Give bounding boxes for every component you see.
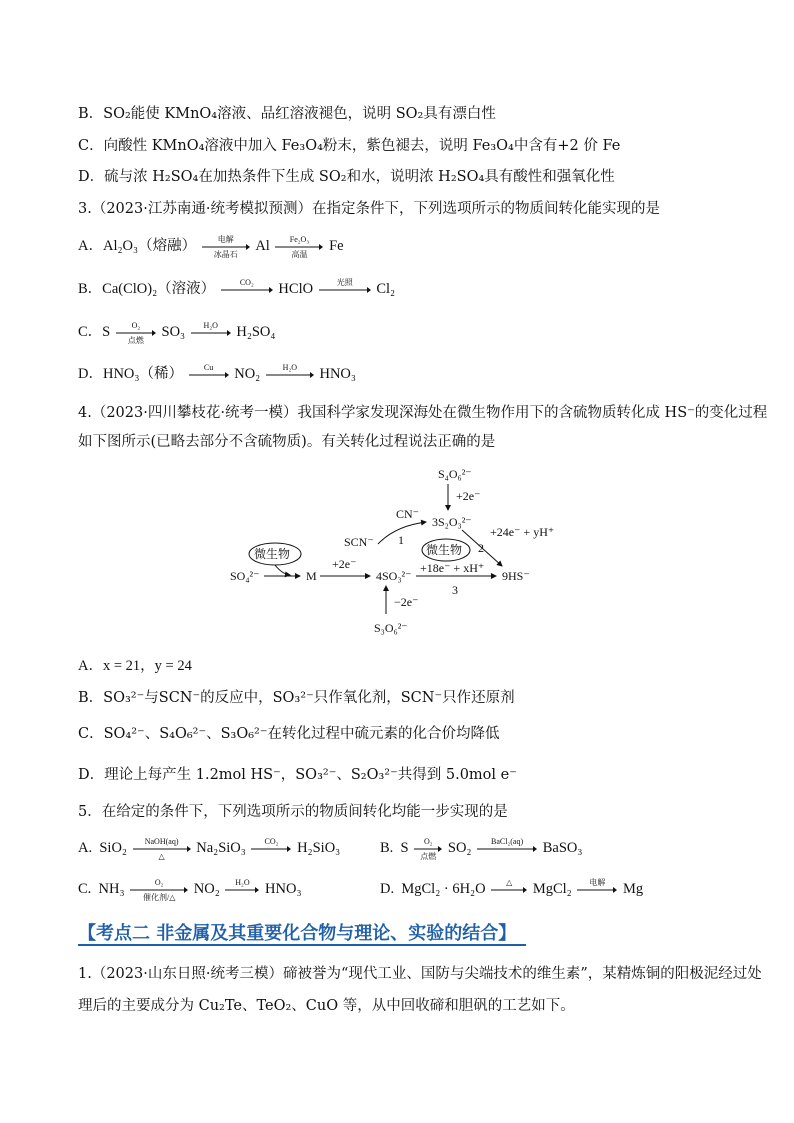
reaction-arrow: O₂ 催化剂/△ — [130, 885, 188, 895]
microbe-label-2: 微生物 — [426, 543, 463, 557]
option-label: A. — [78, 840, 93, 856]
q4-option-d: D．理论上每产生 1.2mol HS⁻，SO₃²⁻、S₂O₃²⁻共得到 5.0mol e⁻ — [78, 767, 517, 783]
arrow-microbe-1 — [275, 565, 290, 575]
reaction-arrow: H₂O — [266, 370, 314, 380]
q3-option-a — [78, 234, 344, 259]
species: NO₂ — [234, 366, 261, 382]
plus18e-label: +18e⁻ + xH⁺ — [420, 561, 485, 575]
so3-label: 4SO₃²⁻ — [376, 569, 412, 583]
q3-option-d — [78, 362, 356, 383]
reaction-arrow: △ — [491, 885, 527, 895]
reaction-arrow: O₂ 点燃 — [116, 328, 156, 338]
reaction-arrow: 光照 — [319, 285, 371, 295]
species: Al₂O₃（熔融） — [102, 238, 197, 254]
species: HNO₃ — [265, 881, 302, 897]
species: NH₃ — [98, 881, 125, 897]
species: Na₂SiO₃ — [196, 840, 246, 856]
q4-option-a: A．x = 21，y = 24 — [78, 658, 192, 674]
q4-stem-line2: 如下图所示(已略去部分不含硫物质)。有关转化过程说法正确的是 — [78, 434, 496, 450]
option-label: B． — [78, 281, 103, 297]
reaction-arrow: Fe₂O₃ 高温 — [275, 242, 323, 252]
cn-label: CN⁻ — [396, 507, 420, 521]
reaction-arrow: 电解 冰晶石 — [202, 242, 250, 252]
reaction-arrow: 电解 — [577, 885, 617, 895]
species: NO₂ — [193, 881, 220, 897]
q4-stem-line1: 4.（2023·四川攀枝花·统考一模）我国科学家发现深海处在微生物作用下的含硫物质转化成 HS⁻的变化过程 — [78, 405, 768, 421]
q5-option-c — [78, 877, 302, 902]
species: MgCl₂ — [532, 881, 572, 897]
reaction-arrow: O₂ 点燃 — [414, 844, 442, 854]
q5-stem: 5．在给定的条件下，下列选项所示的物质间转化均能一步实现的是 — [78, 804, 508, 820]
species: Al — [255, 238, 270, 254]
option-label: A． — [78, 238, 103, 254]
option-label: D． — [78, 366, 103, 382]
species: H₂SiO₃ — [297, 840, 341, 856]
hs-label: 9HS⁻ — [502, 569, 530, 583]
q3-option-c — [78, 320, 276, 345]
section-heading: 【考点二 非金属及其重要化合物与理论、实验的结合】 — [78, 923, 517, 944]
reaction-arrow: H₂O — [191, 328, 231, 338]
q4-option-b: B．SO₃²⁻与SCN⁻的反应中，SO₃²⁻只作氧化剂，SCN⁻只作还原剂 — [78, 690, 515, 706]
s2-q1-line1: 1.（2023·山东日照·统考三模）碲被誉为“现代工业、国防与尖端技术的维生素”，某精炼铜的阳极泥经过处 — [78, 966, 762, 982]
species: SO₃ — [161, 324, 186, 340]
reaction-arrow: H₂O — [225, 885, 259, 895]
reaction-arrow: BaCl₂(aq) — [477, 844, 537, 854]
so4-label: SO₄²⁻ — [230, 569, 260, 583]
plus2e-left-label: +2e⁻ — [332, 557, 357, 571]
option-b-prev: B．SO₂能使 KMnO₄溶液、品红溶液褪色，说明 SO₂具有漂白性 — [78, 106, 496, 122]
option-label: C． — [78, 324, 103, 340]
species: BaSO₃ — [542, 840, 583, 856]
reaction-arrow: NaOH(aq) △ — [133, 844, 191, 854]
reaction-arrow: CO₂ — [251, 844, 291, 854]
option-d-prev: D．硫与浓 H₂SO₄在加热条件下生成 SO₂和水，说明浓 H₂SO₄具有酸性和强氧化性 — [78, 169, 615, 185]
step-2-label: 2 — [478, 541, 484, 555]
species: S — [102, 324, 111, 340]
scn-label: SCN⁻ — [344, 535, 374, 549]
s2-q1-line2: 理后的主要成分为 Cu₂Te、TeO₂、CuO 等，从中回收碲和胆矾的工艺如下。 — [78, 998, 575, 1014]
species: Fe — [329, 238, 344, 254]
q3-stem: 3.（2023·江苏南通·统考模拟预测）在指定条件下，下列选项所示的物质间转化能实现的是 — [78, 201, 660, 217]
plus2e-top-label: +2e⁻ — [456, 489, 481, 503]
option-label: B. — [380, 840, 394, 856]
species: SiO₂ — [99, 840, 127, 856]
species: SO₂ — [447, 840, 472, 856]
microbe-label-1: 微生物 — [254, 547, 291, 561]
option-label: D. — [380, 881, 395, 897]
species: MgCl₂ · 6H₂O — [401, 881, 486, 897]
species: Cl₂ — [376, 281, 396, 297]
minus2e-label: −2e⁻ — [394, 595, 419, 609]
q4-option-c: C．SO₄²⁻、S₄O₆²⁻、S₃O₆²⁻在转化过程中硫元素的化合价均降低 — [78, 726, 500, 742]
section-heading-rule — [78, 944, 526, 946]
s3o6-label: S₃O₆²⁻ — [374, 621, 408, 635]
step-3-label: 3 — [452, 583, 458, 597]
species: S — [400, 840, 409, 856]
q5-option-d — [380, 877, 644, 898]
species: HNO₃（稀） — [102, 366, 183, 382]
species: Ca(ClO)₂（溶液） — [102, 281, 216, 297]
species: H₂SO₄ — [236, 324, 276, 340]
option-label: C. — [78, 881, 92, 897]
q5-option-b — [380, 836, 583, 861]
reaction-arrow: CO₂ — [221, 285, 273, 295]
s4o6-label: S₄O₆²⁻ — [438, 467, 472, 481]
species: HNO₃ — [319, 366, 356, 382]
species: Mg — [623, 881, 644, 897]
species: HClO — [278, 281, 314, 297]
step-1-label: 1 — [398, 533, 404, 547]
q3-option-b — [78, 277, 395, 298]
reaction-arrow: Cu — [189, 370, 229, 380]
option-c-prev: C．向酸性 KMnO₄溶液中加入 Fe₃O₄粉末，紫色褪去，说明 Fe₃O₄中含有+2 价 Fe — [78, 138, 621, 154]
plus24e-label: +24e⁻ + yH⁺ — [490, 525, 555, 539]
sulfur-conversion-diagram — [220, 458, 580, 644]
q5-option-a — [78, 836, 341, 861]
s2o3-label: 3S₂O₃²⁻ — [432, 515, 472, 529]
m-label: M — [306, 569, 317, 583]
